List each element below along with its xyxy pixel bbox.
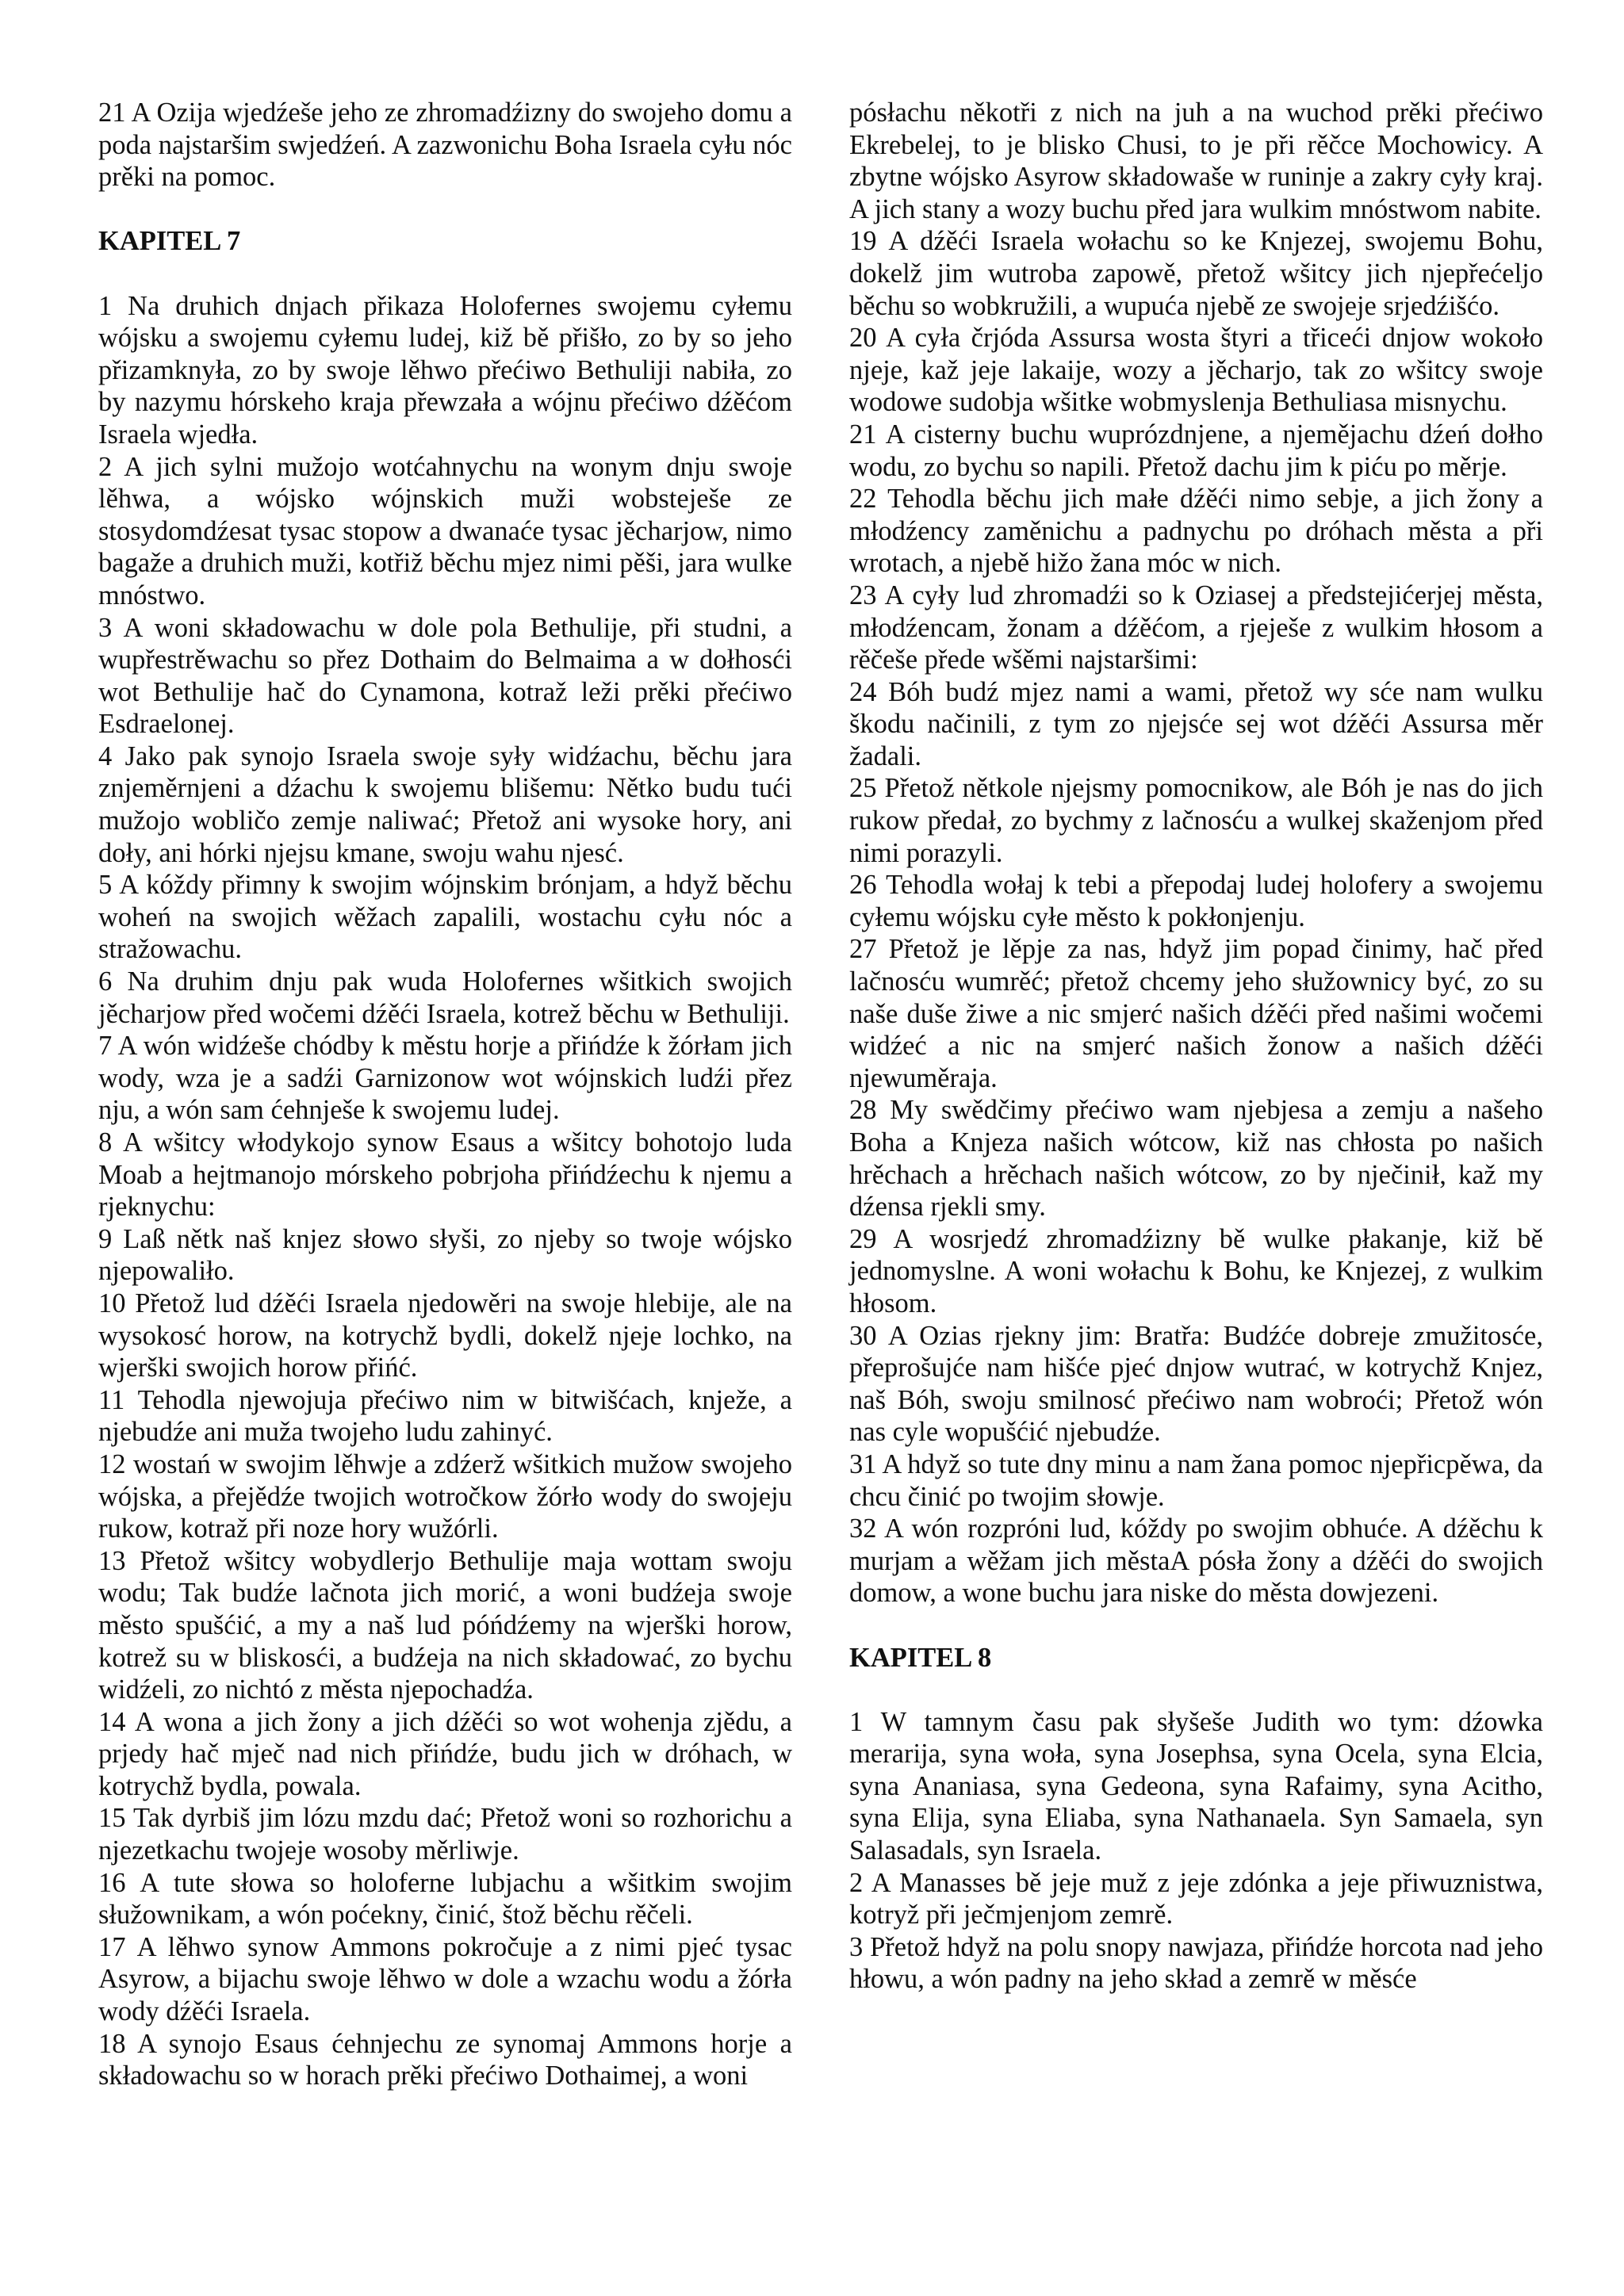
verse: 20 A cyła črjóda Assursa wosta štyri a třiceći dnjow wokoło njeje, kaž jeje lakaije, wozy a jěcharjo, tak zo wšitcy swoje wodowe sudobja wšitke wobmyslenja Bethuliasa misnychu. — [849, 323, 1543, 418]
verse: 32 A wón rozpróni lud, kóždy po swojim obhuće. A dźěchu k murjam a wěžam jich městaA pósła žony a dźěći do swojich domow, a wone buchu jara niske do města dowjezeni. — [849, 1513, 1543, 1609]
spacer — [849, 1609, 1543, 1642]
verse: 27 Přetož je lěpje za nas, hdyž jim popad činimy, hač před lačnosću wumrěć; přetož chcemy jeho słužownicy być, zo su naše duše žiwe a nic smjerć našich dźěći před našimi wočemi widźeć a nic na smjerć našich žonow a našich dźěći njewuměraja. — [849, 934, 1543, 1093]
verse: 25 Přetož nětkole njejsmy pomocnikow, ale Bóh je nas do jich rukow předał, zo bychmy z lačnosću a wulkej skaženjom před nimi porazyli. — [849, 773, 1543, 868]
verse: 22 Tehodla běchu jich małe dźěći nimo sebje, a jich žony a młodźency zaměnichu a padnychu po dróhach města a při wrotach, a njebě hižo žana móc w nich. — [849, 484, 1543, 579]
verse: 30 A Ozias rjekny jim: Bratřa: Budźće dobreje zmužitosće, přeprošujće nam hišće pjeć dnjow wutrać, w kotrychž Knjez, naš Bóh, swoju smilnosć přećiwo nam wobroći; Přetož wón nas cyle wopušćić njebudźe. — [849, 1320, 1543, 1448]
verse: 9 Laß nětk naš knjez słowo słyši, zo njeby so twoje wójsko njepowaliło. — [98, 1223, 792, 1287]
verse: 11 Tehodla njewojuja přećiwo nim w bitwišćach, knježe, a njebudźe ani muža twojeho ludu zahinyć. — [98, 1384, 792, 1448]
verse: 3 A woni składowachu w dole pola Bethulije, při studni, a wupřestrěwachu so přez Dothaim do Belmaima a w dołhosći wot Bethulije hač do Cynamona, kotraž leži prěki přećiwo Esdraelonej. — [98, 612, 792, 740]
spacer — [849, 1674, 1543, 1706]
verse: pósłachu někotři z nich na juh a na wuchod prěki přećiwo Ekrebelej, to je blisko Chusi, to je při rěčce Mochowicy. A zbytne wójsko Asyrow składowaše w runinje a zakry cyły kraj. A jich stany a wozy buchu před jara wulkim mnóstwom nabite. — [849, 98, 1543, 224]
verse: 14 A wona a jich žony a jich dźěći so wot wohenja zjědu, a prjedy hač mječ nad nich přińdźe, budu jich w dróhach, w kotrychž bydla, powala. — [98, 1706, 792, 1801]
verse: 17 A lěhwo synow Ammons pokročuje a z nimi pjeć tysac Asyrow, a bijachu swoje lěhwo w dole a wzachu wodu a žórła wody dźěći Israela. — [98, 1931, 792, 2027]
verse: 21 A cisterny buchu wuprózdnjene, a njemějachu dźeń dołho wodu, zo bychu so napili. Přetož dachu jim k piću po měrje. — [849, 419, 1543, 482]
chapter-heading-7: KAPITEL 7 — [98, 226, 241, 257]
spacer — [98, 193, 792, 226]
verse: 16 A tute słowa so holoferne lubjachu a wšitkim swojim słužownikam, a wón poćekny, činić, štož běchu rěčeli. — [98, 1867, 792, 1931]
lead-paragraph: 21 A Ozija wjedźeše jeho ze zhromadźizny do swojeho domu a poda najstaršim swjedźeń. A zazwonichu Boha Israela cyłu nóc prěki na pomoc. — [98, 98, 792, 193]
chapter-heading-8: KAPITEL 8 — [849, 1642, 992, 1673]
right-column — [849, 97, 1543, 1996]
verse: 6 Na druhim dnju pak wuda Holofernes wšitkich swojich jěcharjow před wočemi dźěći Israela, kotrež běchu w Bethuliji. — [98, 966, 792, 1029]
verse: 15 Tak dyrbiš jim lózu mzdu dać; Přetož woni so rozhorichu a njezetkachu twojeje wosoby měrliwje. — [98, 1803, 792, 1866]
verse: 24 Bóh budź mjez nami a wami, přetož wy sće nam wulku škodu načinili, z tym zo njejsće sej wot dźěći Assursa měr žadali. — [849, 676, 1543, 771]
verse: 5 A kóždy přimny k swojim wójnskim brónjam, a hdyž běchu woheń na swojich wěžach zapalili, wostachu cyłu nóc a stražowachu. — [98, 870, 792, 965]
verse: 13 Přetož wšitcy wobydlerjo Bethulije maja wottam swoju wodu; Tak budźe lačnota jich morić, a woni budźeja swoje město spušćić, a my a naš lud póńdźemy na wjerški horow, kotrež su w bliskosći, a budźeja na nich składować, zo bychu widźeli, zo nichtó z města njepochadźa. — [98, 1545, 792, 1705]
verse: 12 wostań w swojim lěhwje a zdźerž wšitkich mužow swojeho wójska, a přejědźe twojich wotročkow žórło wody do swojeju rukow, kotraž při noze hory wužórli. — [98, 1448, 792, 1544]
verse: 1 W tamnym času pak słyšeše Judith wo tym: dźowka merarija, syna woła, syna Josephsa, syna Ocela, syna Elcia, syna Ananiasa, syna Gedeona, syna Rafaimy, syna Acitho, syna Elija, syna Eliaba, syna Nathanaela. Syn Samaela, syn Salasadals, syn Israela. — [849, 1706, 1543, 1866]
verse: 7 A wón widźeše chódby k městu horje a přińdźe k žórłam jich wody, wza je a sadźi Garnizonow wot wójnskich ludźi přez nju, a wón sam ćehnješe k swojemu ludej. — [98, 1031, 792, 1126]
verse: 10 Přetož lud dźěći Israela njedowěri na swoje hlebije, ale na wysokosć horow, na kotrychž bydli, dokelž njeje lochko, na wjerški swojich horow přińć. — [98, 1288, 792, 1383]
left-column — [98, 97, 792, 2092]
verse: 28 My swědčimy přećiwo wam njebjesa a zemju a našeho Boha a Knjeza našich wótcow, kiž nas chłosta po našich hrěchach a hrěchach našich wótcow, zo by nječinił, kaž my dźensa rjekli smy. — [849, 1095, 1543, 1223]
verse: 3 Přetož hdyž na polu snopy nawjaza, přińdźe horcota nad jeho hłowu, a wón padny na jeho skład a zemrě w měsće — [849, 1931, 1543, 1995]
verse: 4 Jako pak synojo Israela swoje syły widźachu, běchu jara znjeměrnjeni a dźachu k swojemu blišemu: Nětko budu tući mužojo wobličo zemje naliwać; Přetož ani wysoke hory, ani doły, ani hórki njejsu kmane, swoju wahu njesć. — [98, 740, 792, 868]
verse: 23 A cyły lud zhromadźi so k Oziasej a předstejićerjej města, młodźencam, žonam a dźěćom, a rjeješe z wulkim hłosom a rěčeše přede wšěmi najstaršimi: — [849, 580, 1543, 675]
spacer — [98, 258, 792, 290]
verse: 29 A wosrjedź zhromadźizny bě wulke płakanje, kiž bě jednomyslne. A woni wołachu k Bohu, ke Knjezej, z wulkim hłosom. — [849, 1223, 1543, 1318]
verse: 19 A dźěći Israela wołachu so ke Knjezej, swojemu Bohu, dokelž jim wutroba zapowě, přetož wšitcy jich njepřećeljo běchu so wobkružili, a wupuća njebě ze swojeje srjedźišćo. — [849, 226, 1543, 321]
verse: 26 Tehodla wołaj k tebi a přepodaj ludej holofery a swojemu cyłemu wójsku cyłe město k pokłonjenju. — [849, 870, 1543, 932]
verse: 2 A jich sylni mužojo wotćahnychu na wonym dnju swoje lěhwa, a wójsko wójnskich muži wobsteješe ze stosydomdźesat tysac stopow a dwanaće tysac jěcharjow, nimo bagaže a druhich muži, kotřiž běchu mjez nimi pěši, jara wulke mnóstwo. — [98, 451, 792, 610]
verse: 2 A Manasses bě jeje muž z jeje zdónka a jeje přiwuznistwa, kotryž při ječmjenjom zemrě. — [849, 1867, 1543, 1931]
verse: 31 A hdyž so tute dny minu a nam žana pomoc njepřicpěwa, da chcu činić po twojim słowje. — [849, 1448, 1543, 1512]
verse: 1 Na druhich dnjach přikaza Holofernes swojemu cyłemu wójsku a swojemu cyłemu ludej, kiž bě přišło, zo by so jeho přizamknyła, zo by swoje lěhwo přećiwo Bethuliji nabiła, zo by nazymu hórskeho kraja přewzała a wójnu přećiwo dźěćom Israela wjedła. — [98, 290, 792, 450]
verse: 8 A wšitcy włodykojo synow Esaus a wšitcy bohotojo luda Moab a hejtmanojo mórskeho pobrjoha přińdźechu k njemu a rjeknychu: — [98, 1127, 792, 1223]
verse: 18 A synojo Esaus ćehnjechu ze synomaj Ammons horje a składowachu so w horach prěki přećiwo Dothaimej, a woni — [98, 2028, 792, 2091]
